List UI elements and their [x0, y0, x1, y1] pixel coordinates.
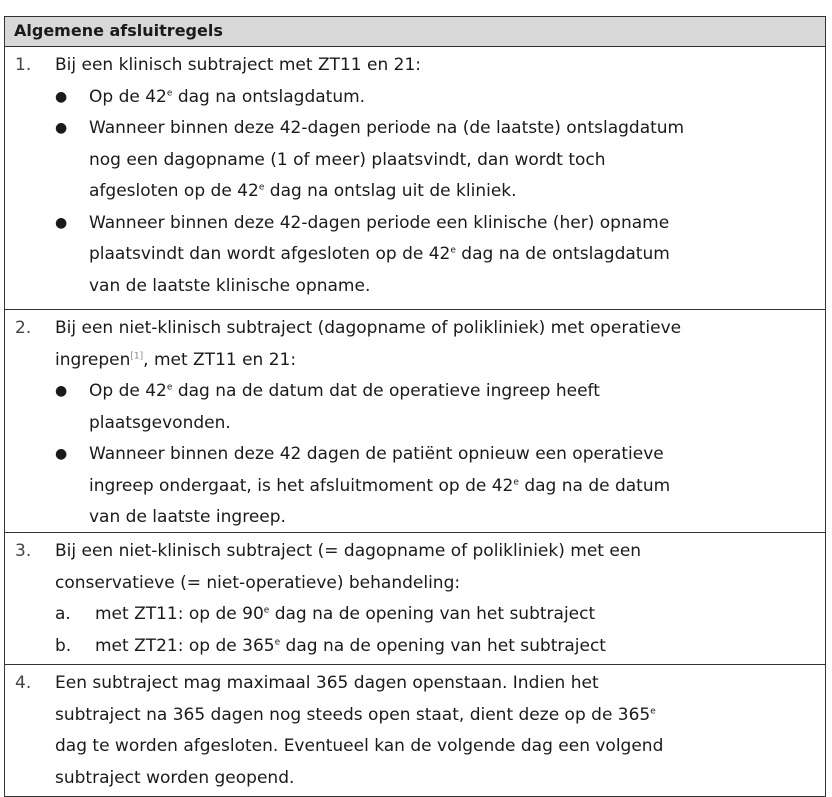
bullet-text: dag na de ontslagdatum [455, 244, 670, 264]
rule-number: 3. [15, 541, 32, 561]
rule-intro: conservatieve (= niet-operatieve) behandeling: [55, 572, 461, 593]
rule-row-1 [5, 47, 825, 310]
rule-intro: ingrepen [55, 349, 131, 370]
bullet-text: dag na ontslagdatum. [172, 86, 366, 107]
rule-text: subtraject na 365 dagen nog steeds open staat, dient deze op de 365 [55, 704, 651, 725]
bullet-text: van de laatste klinische opname. [89, 275, 371, 296]
bullet-text: plaatsgevonden. [89, 412, 231, 433]
bullet-text: dag na ontslag uit de kliniek. [264, 181, 517, 201]
ordinal-sup: e [258, 182, 265, 193]
bullet-text: Wanneer binnen deze 42-dagen periode een klinische (her) opname [89, 212, 670, 233]
rule-text: Een subtraject mag maximaal 365 dagen openstaan. Indien het [55, 673, 599, 693]
item-text: dag na de opening van het subtraject [280, 635, 606, 656]
table-header: Algemene afsluitregels [5, 17, 825, 47]
item-text: met ZT21: op de 365 [95, 635, 275, 656]
bullet-icon: ● [55, 120, 68, 136]
list-letter: b. [55, 635, 72, 656]
bullet-text: plaatsvindt dan wordt afgesloten op de 42 [89, 244, 451, 264]
bullet-text: Wanneer binnen deze 42-dagen periode na (de laatste) ontslagdatum [89, 118, 685, 138]
bullet-icon: ● [55, 214, 68, 231]
bullet-text: Op de 42 [89, 381, 167, 401]
rule-row-2 [5, 310, 825, 533]
list-item [15, 631, 815, 663]
bullet-text: nog een dagopname (1 of meer) plaatsvindt, dan wordt toch [89, 149, 606, 170]
ordinal-sup: e [274, 636, 281, 647]
bullet-icon: ● [55, 88, 68, 105]
rule-row-4 [5, 665, 825, 797]
rule-intro: Bij een klinisch subtraject met ZT11 en 21: [55, 55, 422, 75]
list-item [15, 113, 815, 208]
ordinal-sup: e [650, 705, 656, 716]
rule-number: 2. [15, 318, 32, 338]
list-item [15, 439, 815, 534]
rule-intro: Bij een niet-klinisch subtraject (dagopname of polikliniek) met operatieve [55, 318, 682, 338]
rule-intro: , met ZT11 en 21: [143, 349, 297, 370]
rule-row-3 [5, 533, 825, 665]
item-text: met ZT11: op de 90 [95, 604, 264, 624]
list-letter: a. [55, 604, 71, 624]
rule-number: 4. [15, 673, 32, 693]
list-item [15, 376, 815, 439]
bullet-icon: ● [55, 446, 68, 462]
rule-intro: Bij een niet-klinisch subtraject (= dagopname of polikliniek) met een [55, 541, 642, 561]
item-text: dag na de opening van het subtraject [269, 604, 596, 624]
bullet-text: dag na de datum dat de operatieve ingreep heeft [172, 381, 600, 401]
footnote-link[interactable]: [1] [130, 350, 144, 361]
rule-number: 1. [15, 55, 32, 75]
ordinal-sup: e [166, 382, 173, 393]
bullet-text: dag na de datum [518, 475, 671, 496]
ordinal-sup: e [450, 245, 456, 256]
ordinal-sup: e [263, 605, 270, 616]
bullet-text: afgesloten op de 42 [89, 181, 259, 201]
rule-text: subtraject worden geopend. [55, 767, 295, 788]
bullet-text: Wanneer binnen deze 42 dagen de patiënt opnieuw een operatieve [89, 444, 664, 464]
bullet-icon: ● [55, 383, 68, 399]
list-item [15, 599, 815, 631]
closing-rules-table [4, 16, 826, 797]
bullet-text: van de laatste ingreep. [89, 507, 286, 527]
list-item [15, 82, 815, 114]
rule-text: dag te worden afgesloten. Eventueel kan de volgende dag een volgend [55, 736, 664, 756]
ordinal-sup: e [513, 476, 519, 487]
bullet-text: ingreep ondergaat, is het afsluitmoment op de 42 [89, 475, 514, 496]
list-item [15, 208, 815, 303]
ordinal-sup: e [166, 87, 173, 98]
bullet-text: Op de 42 [89, 86, 167, 107]
